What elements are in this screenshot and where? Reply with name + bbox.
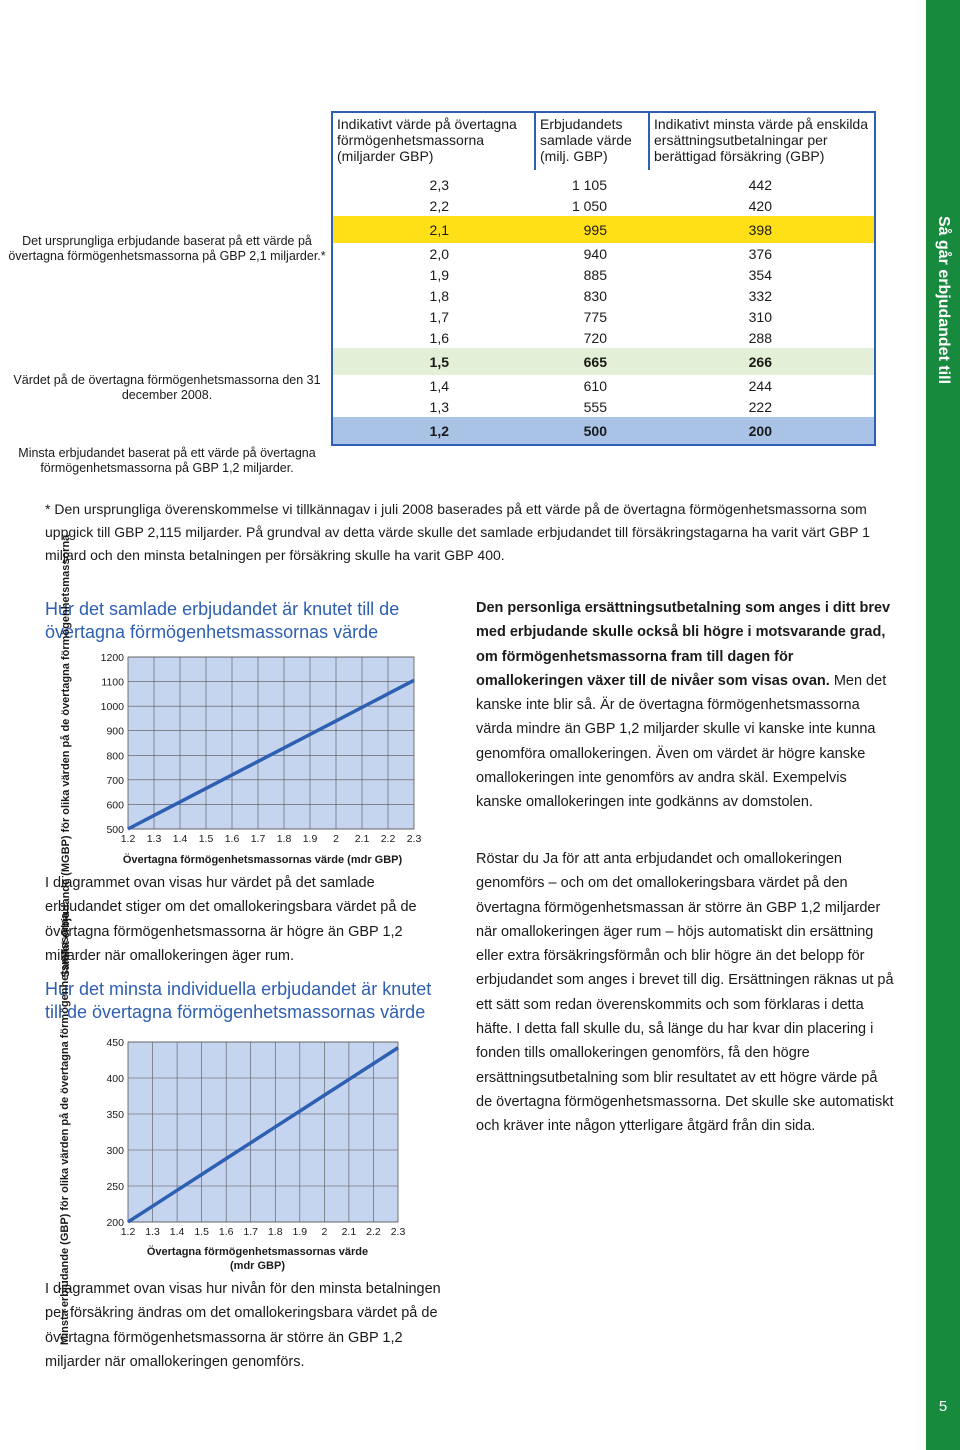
x-tick-label: 1.3 (146, 833, 162, 845)
table-row (332, 195, 875, 216)
table-cell: 665 (535, 348, 649, 375)
table-cell: 940 (583, 245, 607, 262)
table-cell: 398 (649, 216, 875, 243)
table-cell: 1,5 (332, 348, 535, 375)
right-paragraph-1 (476, 596, 896, 815)
y-tick-label: 400 (106, 1073, 124, 1085)
table-row (332, 170, 875, 195)
chart1-caption: I diagrammet ovan visas hur värdet på det samlade erbjudandet stiger om det omallokeringsbara värdet på de övertagna förmögenhetsmassorna är högre än GBP 1,2 miljarder när omallokeringen äger rum. (45, 875, 417, 964)
table-row (332, 264, 875, 285)
page-number: 5 (938, 1398, 948, 1415)
y-tick-label: 900 (106, 725, 124, 738)
section-title: Så går erbjudandet till (935, 215, 952, 385)
table-row (332, 375, 875, 396)
offer-value-table (331, 111, 876, 446)
table-row (332, 216, 875, 243)
table-header-assets: Indikativt värde på övertagna förmögenhetsmassorna (miljarder GBP) (337, 116, 517, 164)
chart1-title: Hur det samlade erbjudandet är knutet till de övertagna förmögenhetsmassornas värde (45, 599, 400, 642)
table-row (332, 306, 875, 327)
y-tick-label: 700 (106, 774, 124, 787)
x-tick-label: 1.3 (145, 1226, 160, 1238)
table-cell: 244 (748, 377, 772, 394)
y-tick-label: 800 (106, 750, 124, 763)
table-cell: 1,9 (429, 266, 449, 283)
y-tick-label: 300 (106, 1145, 124, 1157)
table-cell: 1,7 (429, 308, 449, 325)
x-tick-label: 1.9 (292, 1226, 308, 1238)
x-tick-label: 1.6 (224, 833, 240, 845)
table-cell: 2,2 (429, 197, 449, 214)
y-tick-label: 250 (106, 1181, 124, 1193)
table-row (332, 396, 875, 417)
label-minimum-offer: Minsta erbjudandet baserat på ett värde på övertagna förmögenhetsmassorna på GBP 1,2 miljarder. (18, 446, 316, 475)
table-cell: 610 (583, 377, 607, 394)
table-cell: 775 (583, 308, 607, 325)
table-cell: 1,8 (429, 287, 449, 304)
chart1-xlabel: Övertagna förmögenhetsmassornas värde (mdr GBP) (122, 854, 403, 866)
chart2-ylabel-text: Minsta erbjudande (GBP) för olika värden på de övertagna förmögenhetsmassorna (59, 912, 71, 1346)
table-cell: 442 (748, 176, 772, 193)
table-header-total: Erbjudandets samlade värde (milj. GBP) (535, 112, 649, 170)
table-cell: 555 (583, 398, 607, 415)
x-tick-label: 1.4 (169, 1226, 185, 1238)
y-tick-label: 350 (106, 1109, 124, 1121)
label-current-value: Värdet på de övertagna förmögenhetsmassorna den 31 december 2008. (13, 373, 321, 402)
y-tick-label: 600 (106, 799, 124, 812)
right-paragraph-1-rest: Men det kanske inte blir så. Är de övertagna förmögenhetsmassorna värda mindre än GBP 1,2 miljarder skulle vi kanske inte kunna genomföra omallokeringen. Även om värdet är högre kanske omallokeringen inte genomförs av andra skäl. Exempelvis kanske omallokeringen inte godkänns av domstolen. (476, 672, 887, 811)
table-cell: 830 (583, 287, 607, 304)
chart2-plot (95, 1030, 425, 1245)
table-cell: 1,3 (429, 398, 449, 415)
chart1-plot (95, 645, 425, 850)
chart1-ylabel-text: Samlat erbjudande (MGBP) för olika värden på de övertagna förmögenhetsmassorna (60, 534, 72, 978)
table-row (332, 348, 875, 375)
footnote: * Den ursprungliga överenskommelse vi tillkännagav i juli 2008 baserades på ett värde på de övertagna förmögenhetsmassorna som uppgick till GBP 2,115 miljarder. På grundval av detta värde skulle det samlade erbjudandet till försäkringstagarna ha varit värt GBP 1 miljard och den minsta betalningen per försäkring skulle ha varit GBP 400. (45, 501, 870, 563)
table-cell: 885 (583, 266, 607, 283)
right-paragraph-2: Röstar du Ja för att anta erbjudandet och omallokeringen genomförs – och om det omallokeringsbara värdet på den övertagna förmögenhetsmassan är större än GBP 1,2 miljarder när omallokeringen äger rum – höjs automatiskt din ersättning eller extra försäkringsförmån och blir högre än det belopp för erbjudandet som anges i brevet till dig. Ersättningen räknas ut på ett sätt som redan överenskommits och som förklaras i detta häfte. I detta fall skulle du, så länge du har kvar din placering i fonden tills omallokeringen genomförs, få den högre ersättningsutbetalning som blir resultatet av ett högre värde på de övertagna förmögenhetsmassorna. Det skulle ske automatiskt och kräver inte någon ytterligare åtgärd från din sida. (476, 851, 894, 1135)
x-tick-label: 2.3 (406, 833, 422, 845)
table-cell: 1,4 (429, 377, 449, 394)
x-tick-label: 1.7 (243, 1226, 259, 1238)
y-tick-label: 200 (106, 1217, 124, 1229)
chart2-title: Hur det minsta individuella erbjudandet är knutet till de övertagna förmögenhetsmassornas värde (45, 979, 432, 1022)
x-tick-label: 1.7 (250, 833, 266, 845)
label-original-offer: Det ursprungliga erbjudande baserat på ett värde på övertagna förmögenhetsmassorna på GBP 2,1 miljarder.* (8, 234, 326, 263)
x-tick-label: 1.8 (276, 833, 292, 845)
table-cell: 500 (535, 417, 649, 445)
x-tick-label: 2 (333, 833, 339, 845)
y-tick-label: 1100 (101, 676, 124, 689)
table-row (332, 417, 875, 445)
x-tick-label: 1.2 (120, 833, 136, 845)
x-tick-label: 1.4 (172, 833, 188, 845)
table-row (332, 243, 875, 264)
right-paragraph-1-bold: Den personliga ersättningsutbetalning som anges i ditt brev med erbjudande skulle också bli högre i motsvarande grad, om förmögenhetsmassorna fram till dagen för omallokeringen växer till de nivåer som visas ovan. (476, 600, 891, 689)
table-cell: 200 (649, 417, 875, 445)
table-row (332, 285, 875, 306)
table-cell: 1 105 (571, 176, 607, 193)
table-cell: 720 (583, 329, 607, 346)
table-cell: 2,1 (332, 216, 535, 243)
y-tick-label: 1000 (100, 701, 124, 714)
table-cell: 222 (748, 398, 772, 415)
table-cell: 995 (535, 216, 649, 243)
table-cell: 266 (649, 348, 875, 375)
x-tick-label: 2.1 (354, 833, 370, 845)
x-tick-label: 1.2 (120, 1226, 136, 1238)
chart2-xlabel: Övertagna förmögenhetsmassornas värde (mdr GBP) (146, 1246, 369, 1272)
table-cell: 1,2 (332, 417, 535, 445)
table-cell: 376 (748, 245, 772, 262)
table-cell: 420 (748, 197, 772, 214)
y-tick-label: 500 (106, 824, 124, 836)
table-cell: 354 (748, 266, 772, 283)
x-tick-label: 2.3 (390, 1226, 406, 1238)
y-tick-label: 1200 (100, 652, 124, 664)
x-tick-label: 1.5 (194, 1226, 209, 1238)
x-tick-label: 1.5 (198, 833, 214, 845)
table-cell: 1,6 (429, 329, 449, 346)
x-tick-label: 2.1 (341, 1226, 357, 1238)
x-tick-label: 2.2 (366, 1226, 381, 1238)
plot-area (128, 657, 414, 829)
x-tick-label: 2 (321, 1226, 328, 1238)
table-header-minimum: Indikativt minsta värde på enskilda ersättningsutbetalningar per berättigad försäkring (GBP) (649, 112, 875, 170)
table-row (332, 327, 875, 348)
table-cell: 2,3 (429, 176, 449, 193)
table-cell: 2,0 (429, 245, 449, 262)
table-cell: 332 (748, 287, 772, 304)
y-tick-label: 450 (106, 1037, 124, 1049)
table-cell: 288 (748, 329, 772, 346)
x-tick-label: 1.6 (218, 1226, 234, 1238)
chart2-caption: I diagrammet ovan visas hur nivån för den minsta betalningen per försäkring ändras om det omallokeringsbara värdet på de övertagna förmögenhetsmassorna är större än GBP 1,2 miljarder när omallokeringen genomförs. (45, 1281, 441, 1370)
x-tick-label: 1.8 (267, 1226, 283, 1238)
x-tick-label: 1.9 (302, 833, 318, 845)
table-cell: 1 050 (571, 197, 607, 214)
table-cell: 310 (748, 308, 772, 325)
x-tick-label: 2.2 (380, 833, 396, 845)
